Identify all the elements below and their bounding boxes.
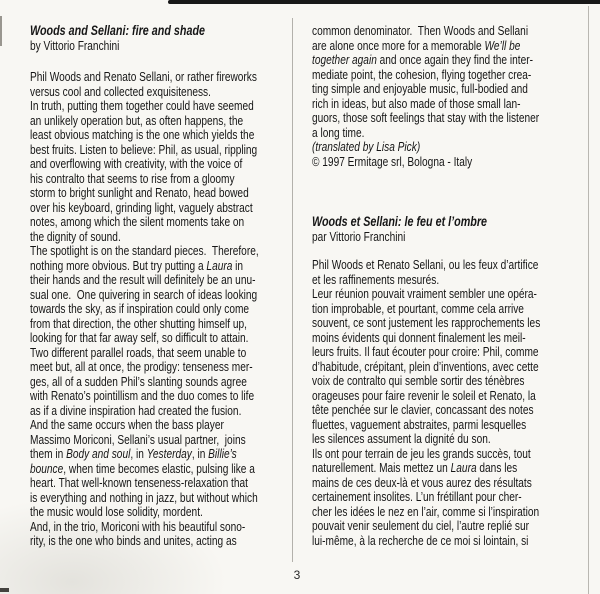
- text-segment: leurs fruits. Il faut écouter pour croire: Phil, comme: [312, 344, 539, 359]
- text-segment: In truth, putting them together could have seemed: [30, 98, 254, 113]
- text-segment: rich in ideas, but also made of those small lan-: [312, 95, 521, 111]
- text-line: [312, 111, 577, 126]
- text-segment: heart. That well-known tenseness-relaxation that: [30, 475, 248, 490]
- text-segment: in: [232, 257, 244, 273]
- text-segment: notes, among which the silent moments take on: [30, 214, 245, 229]
- text-line: [30, 85, 295, 100]
- text-segment: © 1997 Ermitage srl, Bologna - Italy: [312, 153, 473, 169]
- section-heading: [30, 24, 295, 39]
- text-line: [312, 230, 577, 245]
- text-segment: meet but, all at once, the prodigy: tenseness mer-: [30, 359, 253, 374]
- text-segment: mains de ces deux-là et vous aurez des résultats: [312, 474, 532, 490]
- text-line: [30, 520, 295, 535]
- text-segment: them in: [30, 446, 67, 461]
- text-segment: voix de contralto qui semble sortir des ténèbres: [312, 373, 525, 388]
- text-line: [30, 157, 295, 172]
- text-line: [30, 418, 295, 433]
- text-segment: the music would lose solidity, mordent.: [30, 504, 203, 519]
- text-segment: And, in the trio, Moriconi with his beautiful sono-: [30, 518, 246, 534]
- text-segment: ting simple and enjoyable music, full-bodied and: [312, 81, 528, 96]
- text-segment: from that direction, the other shutting himself up,: [30, 315, 247, 331]
- text-line: [30, 215, 295, 230]
- text-segment: pouvait venir seulement du ciel, l’autre replié sur: [312, 518, 529, 533]
- scan-edge-top: [168, 0, 600, 4]
- text-line: [30, 230, 295, 245]
- text-line: [30, 534, 295, 549]
- text-segment: best fruits. Listen to believe: Phil, as usual, rippling: [30, 141, 258, 157]
- column-french-text: [312, 24, 577, 548]
- scan-edge-right: [588, 6, 589, 594]
- text-segment: , in: [191, 446, 209, 461]
- text-segment: moins évidents qui donnent finalement les meil-: [312, 329, 526, 345]
- text-segment: versus cool and collected exquisiteness.: [30, 83, 211, 99]
- text-line: [312, 505, 577, 520]
- text-segment: Ils ont pour terrain de jeu les grands succès, tout: [312, 445, 531, 461]
- text-line: [30, 99, 295, 114]
- text-segment: their hands and the result will definitely be an unu-: [30, 272, 256, 287]
- text-segment: and once again they find the inter-: [376, 52, 533, 67]
- text-segment: is everything and nothing in jazz, but without which: [30, 489, 258, 505]
- text-line: [312, 331, 577, 346]
- text-segment: cher les idées le nez en l’air, comme si l’inspiration: [312, 503, 540, 519]
- text-line: [30, 476, 295, 491]
- text-segment: rity, is the one who binds and unites, acting as: [30, 533, 237, 548]
- text-segment: an unlikely operation but, as often happens, the: [30, 112, 244, 128]
- text-segment: mediate point, the cohesion, flying together crea-: [312, 66, 532, 82]
- text-line: [30, 244, 295, 259]
- text-line: [312, 447, 577, 462]
- text-line: [312, 258, 577, 273]
- text-segment: guors, those soft feelings that stay with the listener: [312, 110, 540, 125]
- text-line: [30, 505, 295, 520]
- text-segment: lui-même, à la recherche de ce moi si lointain, si: [312, 532, 529, 548]
- text-segment: naturellement. Mais mettez un: [312, 460, 451, 475]
- text-segment: les silences assument la dignité du son.: [312, 431, 491, 446]
- text-segment: towards the sky, as if inspiration could only come: [30, 301, 250, 316]
- text-segment: a long time.: [312, 124, 365, 140]
- text-segment: Woods and Sellani: fire and shade: [30, 23, 206, 38]
- text-line: [312, 389, 577, 404]
- text-line: [30, 462, 295, 477]
- text-segment: Two different parallel roads, that seem unable to: [30, 344, 247, 360]
- text-line: [312, 126, 577, 141]
- text-line: [30, 404, 295, 419]
- text-line: [30, 317, 295, 332]
- text-line: [30, 447, 295, 462]
- scan-corner-mark-bottom-left: [0, 588, 9, 592]
- text-line: [30, 491, 295, 506]
- text-line: [312, 24, 577, 39]
- text-line: [30, 433, 295, 448]
- text-segment: Body and soul: [66, 446, 131, 461]
- text-segment: dans les: [476, 460, 518, 475]
- text-segment: with Renato’s pointillism and the duo comes to life: [30, 388, 255, 403]
- text-segment: are alone once more for a memorable: [312, 37, 485, 53]
- text-segment: by Vittorio Franchini: [30, 37, 120, 53]
- text-line: [312, 140, 577, 155]
- text-line: [30, 360, 295, 375]
- text-segment: ges, all of a sudden Phil’s slanting sounds agree: [30, 373, 247, 389]
- text-line: [312, 53, 577, 68]
- text-line: [30, 259, 295, 274]
- text-segment: Yesterday: [146, 446, 192, 461]
- text-line: [30, 302, 295, 317]
- text-segment: sual one. One quivering in search of ideas looking: [30, 286, 258, 302]
- column-english-text: [30, 24, 295, 549]
- text-line: [30, 375, 295, 390]
- text-line: [312, 345, 577, 360]
- text-line: [312, 97, 577, 112]
- text-segment: , when time becomes elastic, pulsing like a: [63, 460, 255, 476]
- text-segment: over his keyboard, grinding light, vaguely abstract: [30, 199, 253, 215]
- text-segment: bounce: [30, 460, 64, 476]
- text-segment: et les raffinements mesurés.: [312, 271, 440, 287]
- scan-edge-left-tick: [0, 16, 2, 46]
- text-segment: together again: [312, 52, 377, 67]
- text-line: [30, 273, 295, 288]
- text-line: [312, 418, 577, 433]
- text-line: [30, 186, 295, 201]
- text-segment: Woods et Sellani: le feu et l’ombre: [312, 214, 488, 229]
- text-line: [30, 331, 295, 346]
- text-segment: fluettes, vaguement abstraites, parmi lesquelles: [312, 416, 527, 432]
- text-line: [312, 476, 577, 491]
- text-segment: least obvious matching is the one which yields the: [30, 127, 255, 142]
- text-line: [30, 143, 295, 158]
- text-segment: looking for that far away self, so difficult to attain.: [30, 330, 249, 345]
- text-line: [312, 39, 577, 54]
- text-line: [30, 114, 295, 129]
- text-line: [312, 432, 577, 447]
- text-segment: common denominator. Then Woods and Sellani: [312, 23, 529, 38]
- text-line: [312, 273, 577, 288]
- text-line: [312, 461, 577, 476]
- text-line: [312, 360, 577, 375]
- text-segment: the dignity of sound.: [30, 228, 121, 244]
- text-segment: orageuses pour faire revenir le soleil et Renato, la: [312, 387, 536, 403]
- text-line: [30, 201, 295, 216]
- text-line: [30, 346, 295, 361]
- text-line: [30, 172, 295, 187]
- text-line: [312, 316, 577, 331]
- text-segment: We’ll be: [484, 37, 521, 53]
- text-line: [312, 287, 577, 302]
- column-english: [30, 24, 294, 549]
- text-line: [312, 519, 577, 534]
- text-segment: , in: [130, 446, 147, 461]
- text-segment: as if a divine inspiration had created the fusion.: [30, 402, 242, 418]
- text-segment: nothing more obvious. But try putting a: [30, 257, 207, 273]
- text-segment: and overflowing with creativity, with the voice of: [30, 156, 243, 171]
- text-segment: Phil Woods et Renato Sellani, ou les feux d’artifice: [312, 257, 539, 272]
- text-line: [30, 128, 295, 143]
- text-segment: The spotlight is on the standard pieces. Therefore,: [30, 243, 259, 258]
- text-segment: storm to bright sunlight and Renato, head bowed: [30, 185, 249, 200]
- page-number: 3: [293, 568, 301, 582]
- text-line: [312, 403, 577, 418]
- paragraph-spacer: [312, 244, 577, 258]
- text-segment: tion improbable, et pourtant, comme cela arrive: [312, 300, 524, 316]
- text-segment: souvent, ce sont justement les rapprochements les: [312, 315, 541, 330]
- text-line: [312, 490, 577, 505]
- text-line: [30, 288, 295, 303]
- text-line: [30, 389, 295, 404]
- text-segment: Massimo Moriconi, Sellani’s usual partner, joins: [30, 431, 246, 447]
- text-segment: Phil Woods and Renato Sellani, or rather fireworks: [30, 69, 257, 84]
- text-segment: Leur réunion pouvait vraiment sembler une opéra-: [312, 286, 537, 301]
- text-line: [312, 302, 577, 317]
- section-heading: [312, 215, 577, 230]
- text-segment: And the same occurs when the bass player: [30, 417, 224, 432]
- text-segment: certainement insolites. L’un frétillant pour cher-: [312, 489, 522, 504]
- text-segment: his contralto that seems to rise from a gloomy: [30, 170, 235, 186]
- text-line: [312, 534, 577, 549]
- text-line: [312, 68, 577, 83]
- text-segment: Laura: [206, 257, 233, 273]
- text-line: [312, 82, 577, 97]
- text-segment: tête penchée sur le clavier, concassant des notes: [312, 402, 534, 417]
- text-segment: d’habitude, crépitant, plein d’inventions, avec cette: [312, 358, 539, 374]
- text-segment: par Vittorio Franchini: [312, 228, 406, 244]
- text-line: [30, 39, 295, 54]
- text-segment: Billie’s: [208, 446, 237, 461]
- paragraph-spacer: [30, 53, 295, 70]
- text-segment: Laura: [450, 460, 477, 475]
- text-line: [312, 374, 577, 389]
- text-segment: (translated by Lisa Pick): [312, 139, 421, 154]
- paragraph-spacer: [312, 169, 577, 215]
- text-line: [30, 70, 295, 85]
- text-line: [312, 155, 577, 170]
- column-french: [312, 24, 584, 548]
